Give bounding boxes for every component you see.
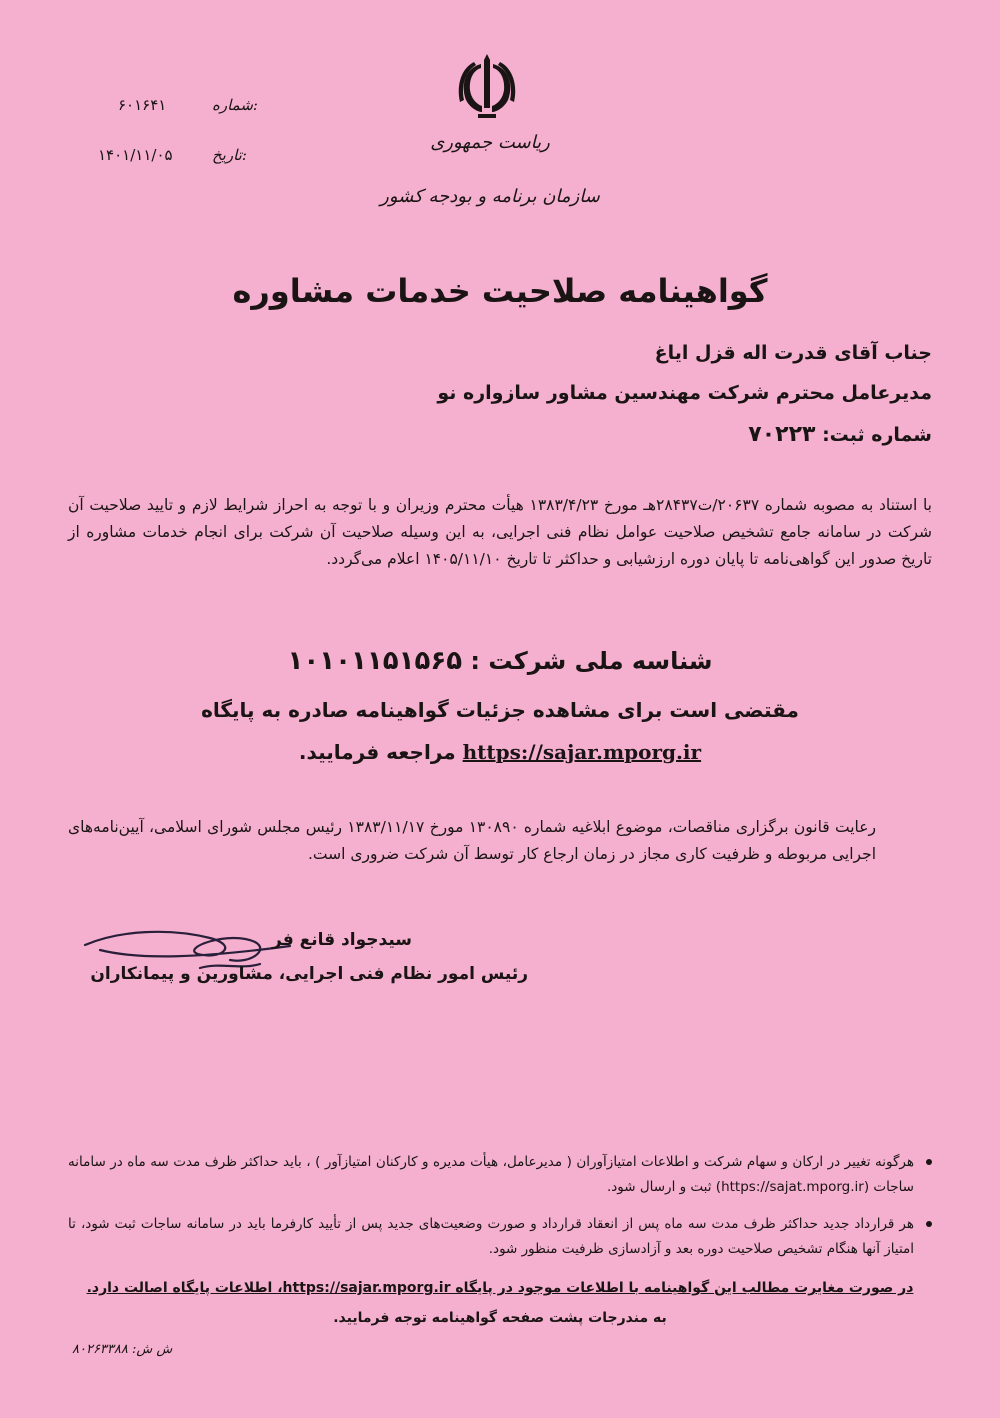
recipient-name: جناب آقای قدرت اله قزل ایاغ (654, 342, 932, 364)
date-label: تاریخ: (212, 146, 247, 164)
registration-label: شماره ثبت: (822, 424, 932, 446)
serial-number: ش ش: ۸۰۲۶۳۳۸۸ (72, 1342, 173, 1357)
note-1 (68, 1150, 914, 1200)
note-1-text: هرگونه تغییر در ارکان و سهام شرکت و اطلاعات امتیازآوران ( مدیرعامل، هیأت مدیره و کارکنان امتیازآور ) ، باید حداکثر ظرف مدت سه ماه در سامانه ساجات (https://sajat.mporg.ir) ثبت و ارسال شود. (68, 1154, 914, 1195)
national-id (0, 646, 1000, 676)
portal-notice-line-1: مقتضی است برای مشاهده جزئیات گواهینامه صادره به پایگاه (201, 698, 799, 722)
date-value: ۱۴۰۱/۱۱/۰۵ (98, 146, 173, 164)
footer-back-page-notice: به مندرجات پشت صفحه گواهینامه توجه فرمایید. (333, 1310, 667, 1326)
portal-notice-suffix: مراجعه فرمایید. (298, 740, 456, 764)
iran-emblem-icon (452, 48, 522, 128)
portal-notice-line-2 (0, 740, 1000, 764)
signatory-title: رئیس امور نظام فنی اجرایی، مشاورین و پیمانکاران (90, 964, 528, 984)
sajar-portal-link[interactable]: https://sajar.mporg.ir (462, 740, 702, 764)
note-2 (68, 1212, 914, 1262)
number-label: شماره: (212, 96, 258, 114)
org-line-1: ریاست جمهوری (430, 132, 550, 153)
registration-number (748, 422, 932, 447)
note-2-text: هر قرارداد جدید حداکثر ظرف مدت سه ماه پس از انعقاد قرارداد و صورت وضعیت‌های جدید پس از تأیید کارفرما باید در سامانه ساجات ثبت شود، تا امتیاز آنها هنگام تشخیص صلاحیت دوره بعد و آزادسازی ظرفیت منظور شود. (68, 1216, 914, 1257)
bullet-icon (926, 1221, 932, 1227)
registration-value: ۷۰۲۲۳ (748, 422, 816, 447)
certificate-title: گواهینامه صلاحیت خدمات مشاوره (232, 272, 768, 310)
body-paragraph: با استناد به مصوبه شماره ۲۰۶۳۷/ت۲۸۴۳۷هـ مورخ ۱۳۸۳/۴/۲۳ هیأت محترم وزیران و با توجه به احراز شرایط لازم و تایید صلاحیت آن شرکت در سامانه جامع تشخیص صلاحیت عوامل نظام فنی اجرایی، به این وسیله صلاحیت آن شرکت برای انجام خدمات مشاوره از تاریخ صدور این گواهی‌نامه تا پایان دوره ارزشیابی و حداکثر تا تاریخ ۱۴۰۵/۱۱/۱۰ اعلام می‌گردد. (68, 496, 932, 568)
national-id-value: ۱۰۱۰۱۱۵۱۵۶۵ (287, 646, 463, 676)
compliance-paragraph: رعایت قانون برگزاری مناقصات، موضوع ابلاغیه شماره ۱۳۰۸۹۰ مورخ ۱۳۸۳/۱۱/۱۷ رئیس مجلس شورای اسلامی، آیین‌نامه‌های اجرایی مربوطه و ظرفیت کاری مجاز در زمان ارجاع کار توسط آن شرکت ضروری است. (68, 818, 876, 863)
bullet-icon (926, 1159, 932, 1165)
national-id-label: شناسه ملی شرکت : (470, 647, 713, 675)
org-line-2: سازمان برنامه و بودجه کشور (380, 186, 600, 207)
signatory-name: سیدجواد قانع فر (272, 930, 412, 950)
recipient-position: مدیرعامل محترم شرکت مهندسین مشاور سازواره نو (437, 382, 932, 404)
number-value: ۶۰۱۶۴۱ (118, 96, 167, 114)
footer-validity-notice: در صورت مغایرت مطالب این گواهینامه با اطلاعات موجود در پایگاه https://sajar.mporg.ir، اطلاعات پایگاه اصالت دارد. (86, 1280, 914, 1296)
